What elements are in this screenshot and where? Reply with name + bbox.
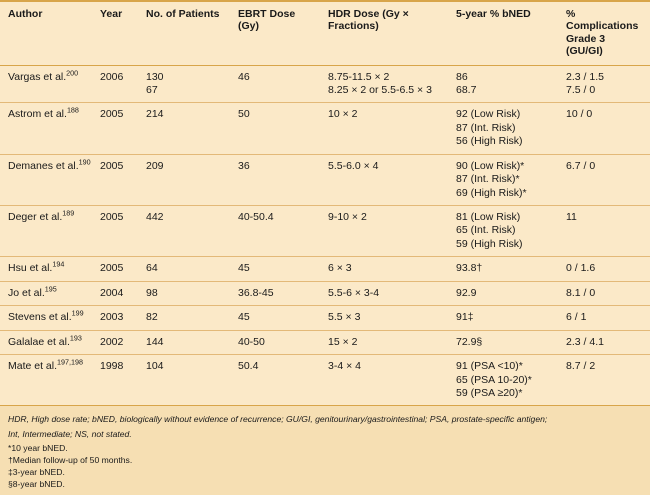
cell-hdr-dose [320, 206, 448, 257]
cell-bned-line: 87 (Int. Risk)* [456, 173, 520, 186]
cell-bned-line: 72.9§ [456, 335, 483, 348]
cell-bned-line: 92 (Low Risk) [456, 108, 521, 121]
author-reference: 188 [66, 105, 79, 115]
cell-patients [138, 103, 230, 154]
cell-ebrt-dose-line: 40-50 [238, 335, 265, 348]
author-reference: 189 [62, 208, 75, 218]
footnote-2: †Median follow-up of 50 months. [8, 454, 133, 465]
cell-bned [448, 65, 558, 103]
cell-hdr-dose [320, 330, 448, 354]
table-row [0, 355, 650, 406]
table-row [0, 65, 650, 103]
cell-year: 2006 [92, 65, 138, 103]
cell-hdr-dose [320, 154, 448, 205]
cell-hdr-dose [320, 281, 448, 305]
cell-complications [558, 281, 650, 305]
author-name: Hsu et al.$^{194}$ [8, 259, 65, 275]
cell-year: 2005 [92, 154, 138, 205]
table-header [0, 2, 650, 65]
author-reference: 200 [66, 68, 79, 77]
cell-bned-line: 56 (High Risk) [456, 135, 523, 148]
cell-patients-line: 214 [146, 108, 164, 121]
cell-hdr-dose-line: 5.5-6 × 3-4 [328, 286, 380, 299]
author-name: Demanes et al.$^{190}$ [8, 157, 91, 172]
cell-hdr-dose [320, 103, 448, 154]
cell-patients-line: 144 [146, 335, 164, 348]
cell-ebrt-dose [230, 257, 320, 281]
cell-patients [138, 306, 230, 330]
cell-hdr-dose-line: 5.5-6.0 × 4 [328, 159, 379, 172]
cell-bned-line: 92.9 [456, 286, 477, 299]
cell-complications-line: 2.3 / 4.1 [566, 335, 604, 348]
header-row [0, 2, 650, 65]
cell-patients-line: 67 [146, 83, 158, 96]
cell-complications [558, 206, 650, 257]
cell-bned [448, 355, 558, 406]
author-name: Vargas et al.$^{200}$ [8, 68, 79, 83]
cell-patients [138, 330, 230, 354]
author-name: Galalae et al.$^{193}$ [8, 333, 82, 348]
cell-bned-line: 68.7 [456, 83, 477, 96]
cell-complications [558, 306, 650, 330]
cell-author [0, 206, 92, 257]
cell-patients-line: 98 [146, 286, 158, 299]
author-reference: 194 [52, 259, 65, 269]
cell-patients-line: 130 [146, 70, 164, 83]
cell-bned-line: 81 (Low Risk) [456, 211, 521, 223]
cell-patients-line: 209 [146, 159, 164, 172]
cell-ebrt-dose-line: 45 [238, 262, 250, 275]
cell-patients [138, 154, 230, 205]
cell-bned [448, 206, 558, 257]
column-header-patients: No. of Patients [138, 2, 230, 65]
column-header-hdr-dose: HDR Dose (Gy × Fractions) [320, 2, 448, 65]
cell-bned [448, 154, 558, 205]
cell-year: 2005 [92, 206, 138, 257]
cell-patients-line: 442 [146, 211, 164, 223]
cell-author [0, 103, 92, 154]
cell-bned [448, 330, 558, 354]
table-row [0, 257, 650, 281]
table-row [0, 306, 650, 330]
cell-patients-line: 82 [146, 311, 158, 324]
author-name: Astrom et al.$^{188}$ [8, 105, 79, 121]
cell-hdr-dose-line: 10 × 2 [328, 108, 358, 121]
footnote-legend-line-1: HDR, High dose rate; bNED, biologically without evidence of recurrence; GU/GI, genitourinary/gastrointestinal; PSA, prostate-specific antigen; [8, 414, 548, 425]
table-row [0, 330, 650, 354]
table-row [0, 154, 650, 205]
cell-bned [448, 103, 558, 154]
cell-complications [558, 330, 650, 354]
cell-bned-line: 90 (Low Risk)* [456, 159, 525, 172]
cell-ebrt-dose [230, 330, 320, 354]
column-header-complications: % Complications Grade 3 (GU/GI) [558, 2, 650, 65]
cell-hdr-dose [320, 355, 448, 406]
cell-bned-line: 65 (PSA 10-20)* [456, 373, 532, 386]
cell-bned-line: 91‡ [456, 311, 474, 324]
footnote-legend-line-2: Int, Intermediate; NS, not stated. [8, 428, 132, 439]
column-header-ebrt-dose: EBRT Dose (Gy) [230, 2, 320, 65]
cell-bned-line: 93.8† [456, 262, 483, 275]
cell-ebrt-dose [230, 306, 320, 330]
cell-hdr-dose [320, 65, 448, 103]
cell-ebrt-dose [230, 103, 320, 154]
cell-ebrt-dose-line: 50.4 [238, 360, 259, 373]
cell-year: 2003 [92, 306, 138, 330]
cell-hdr-dose-line: 5.5 × 3 [328, 311, 361, 324]
cell-bned-line: 59 (High Risk) [456, 237, 523, 250]
cell-bned-line: 65 (Int. Risk) [456, 224, 516, 237]
cell-complications-line: 8.1 / 0 [566, 286, 596, 299]
cell-ebrt-dose-line: 40-50.4 [238, 211, 274, 223]
author-name: Stevens et al.$^{199}$ [8, 308, 84, 324]
cell-author [0, 306, 92, 330]
table-row [0, 103, 650, 154]
cell-author [0, 257, 92, 281]
cell-ebrt-dose [230, 154, 320, 205]
author-reference: 190 [78, 157, 91, 167]
cell-hdr-dose-line: 6 × 3 [328, 262, 352, 275]
cell-complications-line: 6.7 / 0 [566, 159, 596, 172]
cell-complications [558, 257, 650, 281]
cell-year: 2005 [92, 257, 138, 281]
cell-patients [138, 65, 230, 103]
footnote-3: ‡3-year bNED. [8, 467, 65, 478]
table-body [0, 65, 650, 406]
cell-patients [138, 281, 230, 305]
author-reference: 193 [69, 333, 82, 343]
cell-author [0, 330, 92, 354]
cell-author [0, 281, 92, 305]
cell-year: 2004 [92, 281, 138, 305]
cell-year: 2005 [92, 103, 138, 154]
cell-year: 2002 [92, 330, 138, 354]
cell-complications-line: 7.5 / 0 [566, 83, 596, 96]
cell-bned-line: 59 (PSA ≥20)* [456, 386, 523, 399]
cell-complications [558, 154, 650, 205]
cell-ebrt-dose [230, 206, 320, 257]
cell-hdr-dose-line: 9-10 × 2 [328, 211, 367, 223]
column-header-bned: 5-year % bNED [448, 2, 558, 65]
cell-bned [448, 257, 558, 281]
cell-hdr-dose-line: 8.25 × 2 or 5.5-6.5 × 3 [328, 83, 432, 96]
author-reference: 197,198 [57, 357, 84, 367]
cell-ebrt-dose-line: 50 [238, 108, 250, 121]
cell-author [0, 355, 92, 406]
footnote-4: §8-year bNED. [8, 479, 65, 490]
cell-complications [558, 355, 650, 406]
cell-bned-line: 69 (High Risk)* [456, 186, 527, 199]
table-row [0, 206, 650, 257]
cell-ebrt-dose-line: 36 [238, 159, 250, 172]
cell-author [0, 154, 92, 205]
cell-ebrt-dose [230, 65, 320, 103]
author-name: Deger et al.$^{189}$ [8, 208, 75, 223]
author-reference: 199 [71, 308, 84, 318]
author-name: Mate et al.$^{197,198}$ [8, 357, 84, 373]
cell-ebrt-dose-line: 46 [238, 70, 250, 83]
cell-patients-line: 64 [146, 262, 158, 275]
author-reference: 195 [44, 284, 57, 294]
cell-bned-line: 86 [456, 70, 468, 83]
cell-complications [558, 103, 650, 154]
cell-complications-line: 0 / 1.6 [566, 262, 596, 275]
cell-complications [558, 65, 650, 103]
cell-complications-line: 10 / 0 [566, 108, 593, 121]
cell-hdr-dose-line: 3-4 × 4 [328, 360, 361, 373]
cell-ebrt-dose [230, 281, 320, 305]
cell-hdr-dose [320, 257, 448, 281]
cell-complications-line: 11 [566, 211, 577, 223]
results-table [0, 2, 650, 406]
cell-bned-line: 91 (PSA <10)* [456, 360, 523, 373]
table-row [0, 281, 650, 305]
cell-hdr-dose [320, 306, 448, 330]
cell-patients-line: 104 [146, 360, 164, 373]
cell-ebrt-dose [230, 355, 320, 406]
cell-year: 1998 [92, 355, 138, 406]
cell-ebrt-dose-line: 36.8-45 [238, 286, 274, 299]
column-header-year: Year [92, 2, 138, 65]
cell-bned-line: 87 (Int. Risk) [456, 121, 516, 134]
cell-patients [138, 355, 230, 406]
cell-bned [448, 281, 558, 305]
cell-complications-line: 6 / 1 [566, 311, 587, 324]
cell-bned [448, 306, 558, 330]
author-name: Jo et al.$^{195}$ [8, 284, 57, 299]
cell-complications-line: 2.3 / 1.5 [566, 70, 604, 83]
hdr-brachytherapy-results-table [0, 2, 650, 406]
table-footnotes [0, 406, 650, 494]
cell-patients [138, 206, 230, 257]
cell-complications-line: 8.7 / 2 [566, 360, 596, 373]
cell-ebrt-dose-line: 45 [238, 311, 250, 324]
cell-author [0, 65, 92, 103]
footnote-1: *10 year bNED. [8, 442, 68, 453]
cell-hdr-dose-line: 15 × 2 [328, 335, 358, 348]
cell-hdr-dose-line: 8.75-11.5 × 2 [328, 70, 390, 83]
cell-patients [138, 257, 230, 281]
column-header-author: Author [0, 2, 92, 65]
